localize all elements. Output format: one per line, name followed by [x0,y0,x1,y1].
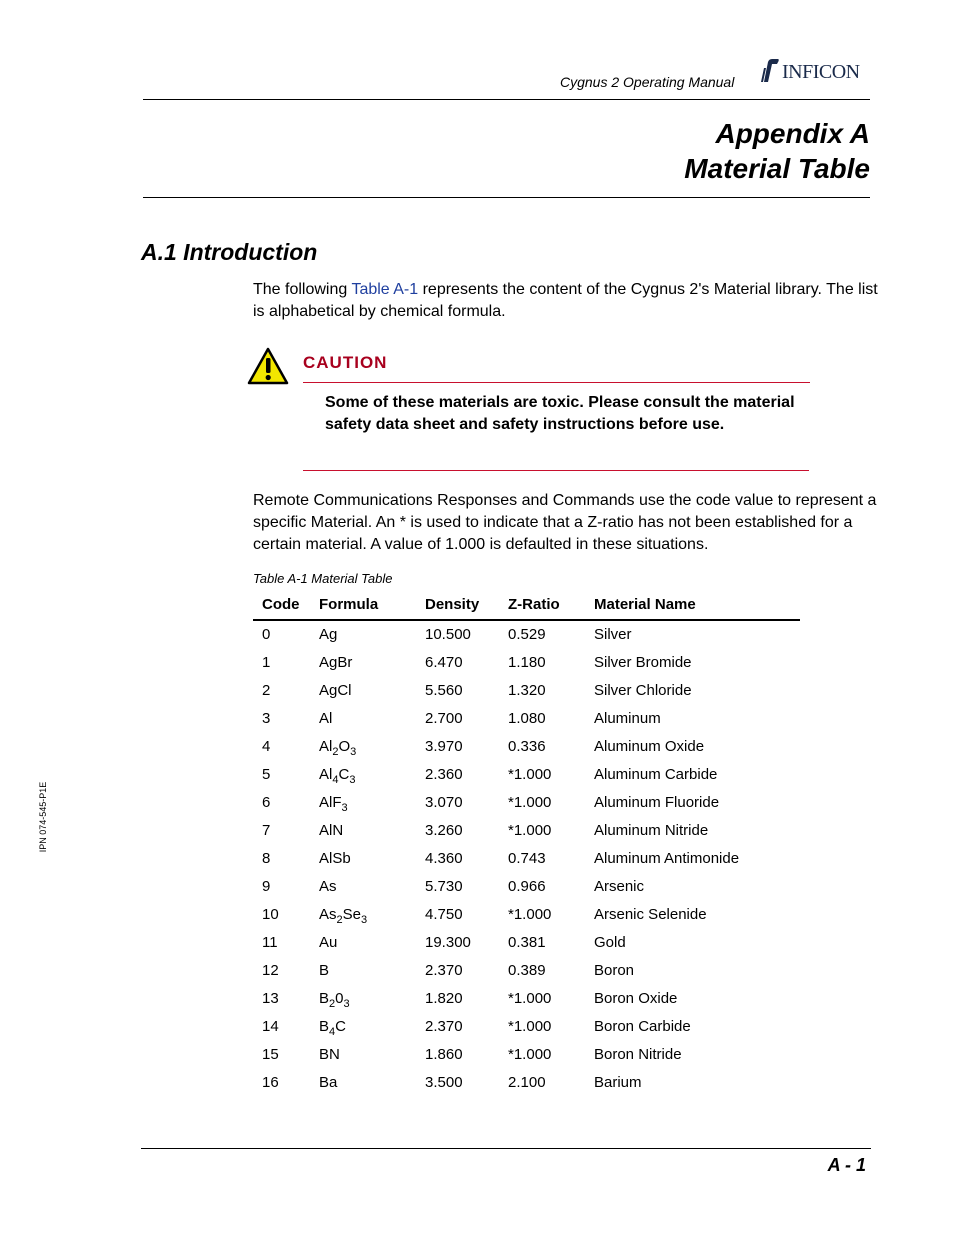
cell-material-name: Gold [594,934,626,951]
cell-density: 5.560 [425,682,463,699]
cell-formula [319,651,352,675]
cell-density: 2.360 [425,766,463,783]
cell-formula [319,735,356,759]
cell-formula [319,623,337,647]
formula-element: As [319,906,337,923]
cell-code: 16 [262,1074,279,1091]
cell-material-name: Aluminum Carbide [594,766,718,783]
cell-density: 1.820 [425,990,463,1007]
caution-bottom-rule [303,470,809,471]
formula-subscript: 2 [332,746,339,758]
cell-density: 6.470 [425,654,463,671]
formula-element: AlN [319,822,344,839]
cell-density: 3.070 [425,794,463,811]
formula-subscript: 4 [329,1026,336,1038]
cell-material-name: Arsenic Selenide [594,906,707,923]
cell-material-name: Arsenic [594,878,645,895]
formula-element: As [319,878,337,895]
cell-density: 2.370 [425,962,463,979]
cell-formula [319,1015,346,1039]
table-body [253,621,800,1097]
cell-material-name: Boron Oxide [594,990,678,1007]
cell-z-ratio: 2.100 [508,1074,546,1091]
table-row [253,621,800,649]
formula-element: AlSb [319,850,351,867]
caution-text: Some of these materials are toxic. Please consult the material safety data sheet and safety instructions before use. [325,394,795,433]
intro-text-1: The following [253,281,352,298]
cell-density: 2.370 [425,1018,463,1035]
cell-material-name: Boron [594,962,635,979]
formula-element: B [319,962,330,979]
formula-element: Ba [319,1074,338,1091]
cell-material-name: Silver Chloride [594,682,692,699]
material-table [253,593,800,1097]
intro-text-2: represents the content of the Cygnus 2's Material library. The list is alphabetical by chemical formula. [253,281,878,320]
table-row [253,761,800,789]
cell-code: 9 [262,878,271,895]
formula-subscript: 2 [329,998,336,1010]
cell-density: 1.860 [425,1046,463,1063]
formula-subscript: 3 [341,802,348,814]
formula-subscript: 2 [336,914,343,926]
formula-element: Ag [319,626,338,643]
table-header-row [253,593,800,621]
formula-element: AlF [319,794,342,811]
cell-material-name: Aluminum Nitride [594,822,709,839]
table-row [253,1041,800,1069]
cell-formula [319,763,355,787]
caution-top-rule [303,382,810,383]
cell-density: 10.500 [425,626,471,643]
remote-paragraph: Remote Communications Responses and Commands use the code value to represent a specific Material. An * is used to indicate that a Z-ratio has not been established for a certain material. A value of 1.000 is defaulted in these situations. [253,492,877,553]
cell-formula [319,987,350,1011]
cell-formula [319,903,367,927]
cell-z-ratio: *1.000 [508,766,552,783]
cell-formula [319,1043,340,1067]
table-row [253,845,800,873]
table-row [253,705,800,733]
formula-subscript: 3 [350,746,357,758]
table-row [253,1069,800,1097]
table-row [253,873,800,901]
cell-code: 8 [262,850,271,867]
header-material-name: Material Name [594,596,696,613]
cell-material-name: Aluminum Oxide [594,738,705,755]
cell-density: 4.750 [425,906,463,923]
cell-formula [319,707,332,731]
inficon-logo-icon [760,58,780,84]
cell-density: 4.360 [425,850,463,867]
cell-formula [319,679,352,703]
cell-material-name: Silver [594,626,632,643]
table-row [253,649,800,677]
table-row [253,901,800,929]
caution-label: CAUTION [303,353,388,372]
cell-code: 11 [262,934,278,951]
cell-density: 2.700 [425,710,463,727]
cell-z-ratio: 0.381 [508,934,546,951]
cell-z-ratio: 0.743 [508,850,546,867]
formula-element: Au [319,934,338,951]
cell-code: 6 [262,794,271,811]
cell-z-ratio: *1.000 [508,990,552,1007]
cell-code: 7 [262,822,271,839]
cell-formula [319,875,337,899]
footer-rule [141,1148,871,1149]
cell-z-ratio: *1.000 [508,822,552,839]
cell-material-name: Aluminum Antimonide [594,850,740,867]
formula-subscript: 3 [361,914,368,926]
table-caption: Table A-1 Material Table [253,571,393,586]
formula-element: Al [319,710,333,727]
formula-subscript: 3 [343,998,350,1010]
warning-triangle-icon [247,347,289,385]
cell-z-ratio: 1.320 [508,682,546,699]
cell-formula [319,791,348,815]
formula-element: 0 [335,990,344,1007]
cell-density: 3.970 [425,738,463,755]
cell-code: 4 [262,738,271,755]
cell-code: 15 [262,1046,279,1063]
formula-subscript: 3 [349,774,356,786]
cell-formula [319,931,337,955]
inficon-logo [760,58,872,84]
cell-formula [319,819,343,843]
title-rule [143,197,870,198]
cell-material-name: Aluminum Fluoride [594,794,720,811]
header-manual-title: Cygnus 2 Operating Manual [560,74,735,90]
cell-material-name: Silver Bromide [594,654,692,671]
cell-z-ratio: 1.180 [508,654,546,671]
logo-wordmark: INFICON [782,61,860,83]
cell-code: 2 [262,682,271,699]
title-line-1: Appendix A [715,118,870,149]
header-formula: Formula [319,596,379,613]
cell-z-ratio: 0.389 [508,962,546,979]
table-row [253,677,800,705]
cell-z-ratio: 1.080 [508,710,546,727]
table-row [253,817,800,845]
cell-code: 3 [262,710,271,727]
formula-element: B [319,1018,330,1035]
header-density: Density [425,596,480,613]
header-rule [143,99,870,100]
table-row [253,789,800,817]
cell-material-name: Boron Carbide [594,1018,691,1035]
formula-element: B [319,990,330,1007]
cell-material-name: Boron Nitride [594,1046,682,1063]
cell-density: 19.300 [425,934,471,951]
title-line-2: Material Table [684,153,870,184]
intro-paragraph [253,279,883,323]
formula-element: C [338,766,350,783]
table-row [253,929,800,957]
page-title [684,116,870,186]
table-row [253,957,800,985]
cell-code: 13 [262,990,279,1007]
cell-code: 0 [262,626,271,643]
header-code: Code [262,596,300,613]
table-row [253,733,800,761]
formula-element: Al [319,766,333,783]
cell-z-ratio: 0.336 [508,738,546,755]
formula-element: Se [342,906,361,923]
cell-code: 12 [262,962,279,979]
cell-code: 10 [262,906,279,923]
cell-z-ratio: *1.000 [508,794,552,811]
section-heading: A.1 Introduction [141,239,318,265]
cell-density: 3.500 [425,1074,463,1091]
header-z-ratio: Z-Ratio [508,596,560,613]
cell-formula [319,959,329,983]
page-number: A - 1 [827,1155,866,1175]
cell-material-name: Barium [594,1074,642,1091]
formula-element: C [335,1018,346,1035]
cell-z-ratio: *1.000 [508,1018,552,1035]
cell-code: 1 [262,654,271,671]
cell-z-ratio: 0.529 [508,626,546,643]
cell-z-ratio: *1.000 [508,1046,552,1063]
cell-density: 5.730 [425,878,463,895]
ipn-number: IPN 074-545-P1E [38,781,48,853]
cell-formula [319,1071,337,1095]
table-row [253,985,800,1013]
cell-z-ratio: *1.000 [508,906,552,923]
formula-element: Al [319,738,333,755]
formula-subscript: 4 [332,774,339,786]
table-row [253,1013,800,1041]
cell-z-ratio: 0.966 [508,878,546,895]
cell-material-name: Aluminum [594,710,661,727]
table-a1-link[interactable]: Table A-1 [351,281,419,298]
cell-code: 5 [262,766,271,783]
formula-element: AgBr [319,654,353,671]
cell-formula [319,847,351,871]
cell-density: 3.260 [425,822,463,839]
formula-element: O [338,738,351,755]
cell-code: 14 [262,1018,279,1035]
formula-element: AgCl [319,682,352,699]
formula-element: BN [319,1046,340,1063]
